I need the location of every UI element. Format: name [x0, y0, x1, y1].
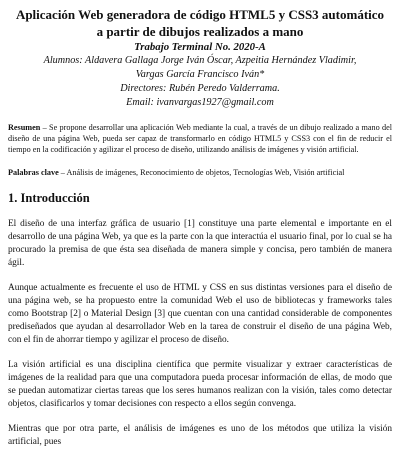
paragraph-1: El diseño de una interfaz gráfica de usuario [1] constituye una parte elemental e importante en el desarrollo de una página Web, ya que es la parte con la que interactúa el usuario final, por lo cual se ha procurado la premisa de que ésta sea diseñada de manera simple y concisa, pero también de manera ágil. [8, 219, 392, 268]
abstract [8, 122, 392, 155]
abstract-text: – Se propone desarrollar una aplicación Web mediante la cual, a través de un dibujo realizado a mano del diseño de una página Web, pueda ser capaz de transformarlo en código HTML5 y CSS3 con el fin de reducir el tiempo en la codificación y agilizar el proceso de diseño, utilizando análisis de imágenes y visión artificial. [8, 123, 392, 154]
paragraph-3: La visión artificial es una disciplina científica que permite visualizar y extraer características de imágenes de la realidad para que una computadora pueda procesar información de ellas, de modo que se puedan automatizar ciertas tareas que los seres humanos realizan con la visión, tales como detectar objetos, clasificarlos y tomar decisiones con respecto a ellos según convenga. [8, 360, 392, 409]
keywords [8, 167, 392, 178]
paper-page [0, 6, 400, 447]
keywords-text: – Análisis de imágenes, Reconocimiento de objetos, Tecnologías Web, Visión artificial [58, 168, 345, 177]
directors-line: Directores: Rubén Peredo Valderrama. [120, 83, 280, 94]
abstract-label: Resumen [8, 123, 41, 132]
paragraph-4: Mientras que por otra parte, el análisis de imágenes es uno de los métodos que utiliza la visión artificial, pues [8, 424, 392, 447]
paper-subtitle: Trabajo Terminal No. 2020-A [134, 41, 266, 53]
students-line-2: Vargas García Francisco Iván* [135, 69, 265, 80]
keywords-label: Palabras clave [8, 168, 59, 177]
students-line-1: Alumnos: Aldavera Gallaga Jorge Iván Óscar, Azpeitia Hernández Vladimir, [43, 55, 357, 66]
section-heading-introduccion: 1. Introducción [8, 191, 90, 205]
paper-title: Aplicación Web generadora de código HTML5 y CSS3 automático a partir de dibujos realizados a mano [15, 7, 385, 39]
email-line: Email: ivanvargas1927@gmail.com [126, 97, 274, 108]
paragraph-2: Aunque actualmente es frecuente el uso de HTML y CSS en sus distintas versiones para el diseño de una página web, se ha propuesto entre la comunidad Web el uso de bibliotecas y frameworks tales como Bootstrap [2] o Material Design [3] que cuentan con una cantidad considerable de componentes prediseñados que ayudan al desarrollador Web en la tarea de construir el diseño de una página Web, con el fin de ahorrar tiempo y agilizar el proceso de diseño. [8, 283, 392, 345]
